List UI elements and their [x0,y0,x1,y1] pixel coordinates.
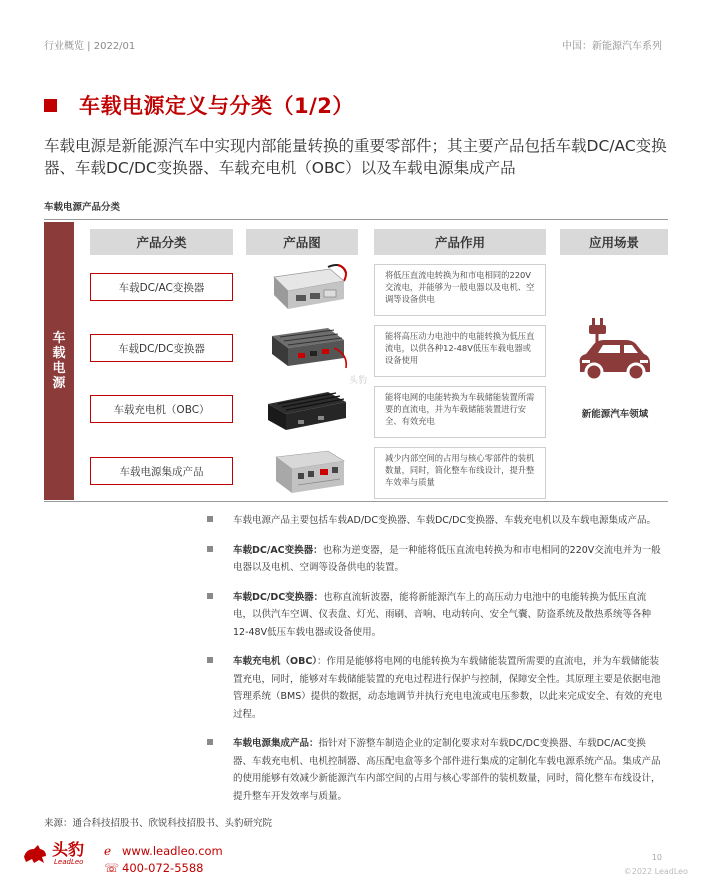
page-title: 车载电源定义与分类（1/2） [79,94,354,118]
header-section: 行业概览 | 2022/01 [44,41,136,52]
inverter-photo [252,257,360,319]
category-dcac: 车载DC/AC变换器 [90,273,233,301]
function-dcac: 将低压直流电转换为和市电相同的220V交流电，并能够为一般电器以及电机、空调等设备供电 [374,264,546,316]
website-link[interactable]: www.leadleo.com [122,844,223,858]
side-label: 车载电源 [52,331,66,391]
bullet-marker [207,657,213,663]
contact-block [104,843,223,877]
intro-text: 车载电源是新能源汽车中实现内部能量转换的重要零部件；其主要产品包括车载DC/AC变换器、车载DC/DC变换器、车载充电机（OBC）以及车载电源集成产品 [44,137,667,177]
bullet-list [207,512,663,817]
category-integrated: 车载电源集成产品 [90,457,233,485]
bullet-item [207,589,663,642]
col-header-application: 应用场景 [560,229,668,255]
bullet-item [207,735,663,805]
bullet-text: 也称为逆变器，是一种能将低压直流电转换为和市电相同的220V交流电并为一般电器以及电机、空调等设备供电的装置。 [233,544,661,573]
ev-car-icon [572,314,652,386]
bullet-item [207,512,663,530]
application-label: 新能源汽车领域 [581,409,649,420]
function-dcdc: 能将高压动力电池中的电能转换为低压直流电，以供各种12-48V低压车载电器或设备使用 [374,325,546,377]
title-row [44,90,354,120]
col-header-category: 产品分类 [90,229,233,255]
dcdc-converter-photo [252,318,360,380]
phone-icon: ☏ [104,861,120,875]
bullet-marker [207,516,213,522]
source-note: 来源：通合科技招股书、欣锐科技招股书、头豹研究院 [44,818,273,829]
bullet-text: 也称直流斩波器，能将新能源汽车上的高压动力电池中的电能转换为低压直流电，以供汽车空调、仪表盘、灯光、雨刷、音响、电动转向、安全气囊、防盗系统及散热系统等各种12-48V低压车载电器或设备使用。 [233,591,652,638]
col-header-image: 产品图 [246,229,358,255]
category-dcdc: 车载DC/DC变换器 [90,334,233,362]
bullet-item [207,542,663,577]
category-obc: 车载充电机（OBC） [90,395,233,423]
globe-icon: ℯ [104,844,112,858]
function-integrated: 减少内部空间的占用与核心零部件的装机数量，同时，简化整车布线设计，提升整车效率与质量 [374,447,546,499]
table-top-rule [44,219,668,220]
table-bottom-rule [44,501,668,502]
phone-number: 400-072-5588 [122,861,204,875]
leopard-icon [22,843,48,865]
copyright: ©2022 LeadLeo [623,867,688,876]
bullet-text: 车载电源产品主要包括车载AD/DC变换器、车载DC/DC变换器、车载充电机以及车载电源集成产品。 [233,515,657,526]
bullet-item [207,653,663,723]
bullet-marker [207,593,213,599]
bullet-marker [207,546,213,552]
logo-cn: 头豹 [52,840,85,859]
bullet-head: 车载电源集成产品： [233,738,319,749]
integrated-unit-photo [252,441,360,503]
table-caption: 车载电源产品分类 [44,202,121,213]
bullet-head: 车载DC/AC变换器： [233,544,323,556]
phone-row [104,860,223,877]
bullet-head: 车载充电机（OBC） [233,656,318,667]
website-row [104,843,223,860]
col-header-function: 产品作用 [374,229,546,255]
page-number: 10 [651,853,662,862]
leadleo-logo [22,842,84,866]
bullet-text: ：作用是能够将电网的电能转换为车载储能装置所需要的直流电，并为车载储能装置充电，同时，能够对车载储能装置的充电过程进行保护与控制，保障安全性。其原理主要是依据电池管理系统（BMS）提供的数据，动态地调节并执行充电电流或电压参数，以此来完成安全、有效的充电过程。 [233,656,663,720]
header-series: 中国：新能源汽车系列 [562,41,662,52]
bullet-head: 车载DC/DC变换器： [233,591,324,603]
title-marker [44,99,57,112]
bullet-text: 指针对下游整车制造企业的定制化要求对车载DC/DC变换器、车载DC/AC变换器、车载充电机、电机控制器、高压配电盒等多个部件进行集成的定制化车载电源系统产品。集成产品的使用能够有效减少新能源汽车内部空间的占用与核心零部件的装机数量，同时，简化整车布线设计，提升整车开发效率与质量。 [233,738,661,802]
side-label-bar [44,222,74,500]
charger-photo [252,380,360,442]
function-obc: 能将电网的电能转换为车载储能装置所需要的直流电，并为车载储能装置进行安全、有效充电 [374,386,546,438]
logo-en: LeadLeo [54,858,84,866]
watermark: 头豹 [349,376,368,386]
bullet-marker [207,739,213,745]
